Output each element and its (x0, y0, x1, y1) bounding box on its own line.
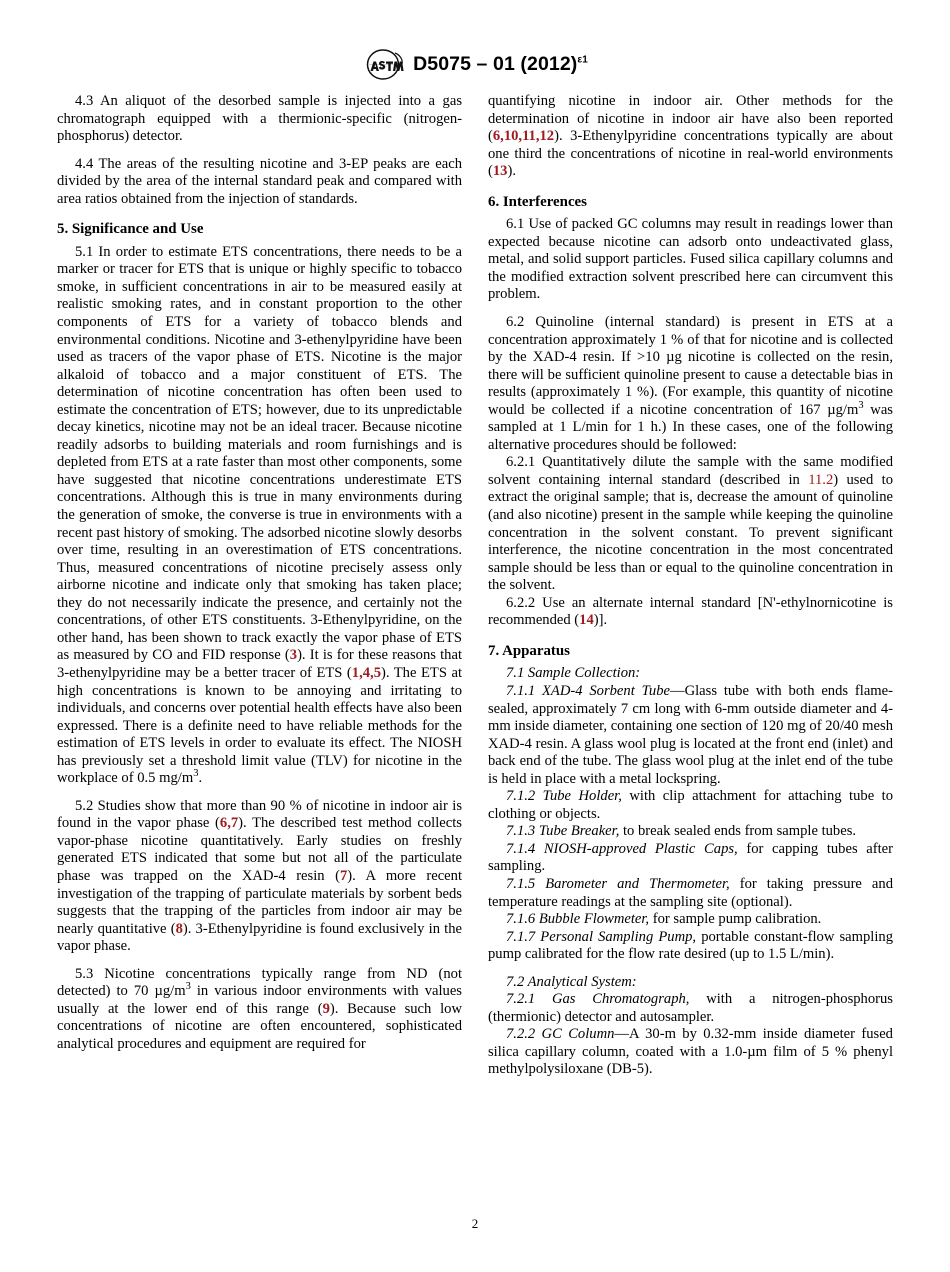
paragraph-7-1: 7.1 Sample Collection: (506, 665, 641, 682)
text-run: 5.3 Nicotine concentrations typically range from ND (not detected) to 70 µg/m (57, 965, 462, 1000)
page-footer (0, 1216, 950, 1232)
heading-section-7: 7. Apparatus (488, 642, 570, 659)
left-column (57, 93, 462, 1079)
paragraph-4-4: 4.4 The areas of the resulting nicotine and 3-EP peaks are each divided by the area of the internal standard peak and compared with area ratios obtained from the injection of standards. (57, 155, 462, 207)
text-run: in various indoor environments with values usually at the lower end of this range ( (57, 983, 462, 1017)
text-run: ). The ETS at high concentrations is known to be annoying and irritating to individuals, and concerns over potential health effects have also been expressed. There is a definite need to have reliable methods for the estimation of ETS levels in order to evaluate its effect. The NIOSH has previously set a threshold limit value (TLV) for nicotine in the workplace of 0.5 mg/m (57, 664, 462, 787)
text-run: 5.1 In order to estimate ETS concentrations, there needs to be a marker or tracer for ETS that is unique or highly specific to tobacco smoke, in sufficient concentrations in air to be measured easily at realistic smoking rates, and in constant proportion to the other components of ETS for a variety of tobacco blends and environmental conditions. Nicotine and 3-ethenylpyridine have been used as tracers of the vapor phase of ETS. Nicotine is the major alkaloid of tobacco and a major constituent of ETS. The determination of nicotine concentration has often been used to estimate the concentration of ETS; however, due to its unpredictable decay kinetics, nicotine may not be an ideal tracer. Because nicotine readily adsorbs to building materials and room furnishings and is depleted from ETS at a rate faster than most other components, some have suggested that nicotine concentrations underestimate ETS concentrations. Although this is true in many environments during the generation of smoke, the converse is true in environments with a recent past history of smoking. The adsorbed nicotine slowly desorbs over time, resulting in an overestimation of ETS concentrations. Thus, measured concentrations of nicotine precisely assess only airborne nicotine and indicate only that smoking has taken place; they do not necessarily indicate the presence, and certainly not the concentrations, of other ETS constituents. 3-Ethenylpyridine, on the other hand, has been shown to track exactly the vapor phase of ETS as measured by CO and FID response ( (57, 243, 462, 664)
text-run: with clip attachment for attaching tube to clothing or objects. (488, 788, 893, 822)
reference-citation[interactable]: 1,4,5 (351, 664, 381, 681)
page-number: 2 (471, 1216, 479, 1231)
text-run: for capping tubes after sampling. (488, 840, 893, 875)
reference-citation[interactable]: 3 (289, 647, 298, 664)
reference-citation[interactable]: 14 (579, 612, 594, 629)
text-run: ). Because such low concentrations of nicotine are often encountered, sophisticated analytical procedures and equipment are required for (57, 1000, 463, 1052)
text-run: —A 30-m by 0.32-mm inside diameter fused silica capillary column, coated with a 1.0-µm film of 5 % phenyl methylpolysiloxane (DB-5). (488, 1026, 893, 1078)
superscript: 3 (858, 399, 864, 411)
reference-citation[interactable]: 9 (322, 1000, 330, 1017)
paragraph-5-3 (57, 966, 462, 1054)
standard-designation: D5075 – 01 (2012) (413, 52, 578, 75)
right-column (488, 93, 893, 1079)
term-title: 7.1.4 NIOSH-approved Plastic Caps, (506, 840, 738, 857)
paragraph-5-1 (57, 244, 462, 788)
paragraph-7-1-5 (488, 876, 893, 911)
text-run: 6.2.2 Use an alternate internal standard [N'-ethylnornicotine is recommended ( (488, 594, 893, 629)
text-run: with a nitrogen-phosphorus (thermionic) detector and autosampler. (488, 991, 893, 1025)
paragraph-5-3-continued (488, 93, 893, 181)
reference-citation[interactable]: 6,7 (219, 815, 239, 832)
astm-logo-icon (362, 48, 404, 81)
paragraph-5-2 (57, 798, 462, 956)
text-run: for taking pressure and temperature readings at the sampling site (optional). (488, 875, 893, 910)
two-column-layout (57, 93, 893, 1079)
text-run: ). A more recent investigation of the trapping of particulate materials by sorbent beds suggests that the trapping of the particles from indoor air may be nearly quantitative ( (57, 867, 463, 937)
term-title: 7.2.1 Gas Chromatograph, (506, 991, 690, 1008)
text-run: —Glass tube with both ends flame-sealed, approximately 7 cm long with 6-mm outside diameter and 4-mm inside diameter, containing one section of 120 mg of 20/40 mesh XAD-4 resin. A glass wool plug is located at the front end (inlet) and back end of the tube. The glass wool plug at the inlet end of the tube is held in place with a metal lockspring. (488, 682, 893, 787)
term-title: 7.1.2 Tube Holder, (506, 788, 622, 805)
text-run: quantifying nicotine in indoor air. Other methods for the determination of nicotine in indoor air have also been reported ( (488, 93, 893, 145)
text-run: . (198, 770, 203, 787)
paragraph-7-1-2 (488, 788, 893, 823)
text-run: portable constant-flow sampling pump calibrated for the flow rate desired (up to 1.5 L/min). (488, 928, 893, 963)
text-run: 5.2 Studies show that more than 90 % of nicotine in indoor air is found in the vapor phase ( (57, 797, 462, 832)
cross-reference-link[interactable]: 11.2 (808, 471, 834, 488)
text-run: ) used to extract the original sample; that is, decrease the amount of quinoline (and also nicotine) present in the sample while keeping the quinoline concentration in the solvent constant. To prevent significant interference, the nicotine concentration in the most concentrated sample should be less than or equal to the quinoline concentration in the solvent. (488, 471, 893, 594)
designation-superscript: ε1 (577, 54, 588, 65)
paragraph-7-1-7 (488, 929, 893, 964)
reference-citation[interactable]: 13 (492, 163, 508, 180)
paragraph-7-1-6 (488, 911, 893, 929)
paragraph-7-1-3 (488, 823, 893, 841)
text-run: ). The described test method collects vapor-phase nicotine quantitatively. Early studies on freshly generated ETS indicated that some but not all of the particulate phase was trapped on the XAD-4 resin ( (57, 815, 462, 884)
paragraph-4-3: 4.3 An aliquot of the desorbed sample is injected into a gas chromatograph equipped with a thermionic-specific (nitrogen-phosphorus) detector. (57, 93, 462, 145)
heading-section-6: 6. Interferences (488, 193, 587, 210)
paragraph-7-2-1 (488, 991, 893, 1026)
text-run: to break sealed ends from sample tubes. (619, 823, 857, 840)
text-run: 6.2.1 Quantitatively dilute the sample with the same modified solvent containing internal standard (described in (488, 454, 893, 488)
term-title: 7.1.3 Tube Breaker, (506, 823, 620, 840)
page-header (0, 0, 950, 84)
text-run: for sample pump calibration. (649, 911, 822, 928)
superscript: 3 (193, 768, 199, 780)
term-title: 7.1.5 Barometer and Thermometer, (506, 875, 730, 892)
page-header-title (413, 53, 588, 76)
paragraph-6-2-2 (488, 595, 893, 630)
paragraph-7-1-1 (488, 683, 893, 788)
paragraph-6-1: 6.1 Use of packed GC columns may result in readings lower than expected because nicotine can adsorb onto undeactivated glass, metal, and solid support particles. Fused silica capillary columns and the modified extraction solvent prescribed here can circumvent this problem. (488, 216, 893, 303)
text-run: )]. (593, 612, 608, 629)
reference-citation[interactable]: 8 (175, 920, 183, 937)
paragraph-7-2-2 (488, 1026, 893, 1079)
paragraph-7-2: 7.2 Analytical System: (506, 973, 637, 990)
term-title: 7.2.2 GC Column (506, 1026, 615, 1043)
paragraph-6-2 (488, 314, 893, 454)
superscript: 3 (185, 981, 191, 993)
reference-citation[interactable]: 7 (339, 867, 348, 884)
paragraph-6-2-1 (488, 454, 893, 594)
text-run: ). It is for these reasons that 3-ethenylpyridine may be a better tracer of ETS ( (57, 647, 462, 681)
text-run: ). 3-Ethenylpyridine concentrations typically are about one third the concentrations of nicotine in real-world environments ( (488, 128, 893, 180)
paragraph-7-1-4 (488, 841, 893, 876)
reference-citation[interactable]: 6,10,11,12 (492, 128, 555, 145)
term-title: 7.1.6 Bubble Flowmeter, (506, 911, 650, 928)
text-run: ). 3-Ethenylpyridine is found exclusively in the vapor phase. (57, 920, 462, 955)
term-title: 7.1.1 XAD-4 Sorbent Tube (506, 682, 670, 699)
text-run: ). (507, 163, 516, 180)
text-run: 6.2 Quinoline (internal standard) is present in ETS at a concentration approximately 1 % of that for nicotine and is collected by the XAD-4 resin. If >10 µg nicotine is collected on the resin, there will be sufficient quinoline present to cause a detectable bias in results (approximately 1 %). (For example, this quantity of nicotine would be collected if a nicotine concentration of 167 µg/m (488, 314, 893, 418)
term-title: 7.1.7 Personal Sampling Pump, (506, 928, 697, 945)
text-run: was sampled at 1 L/min for 1 h.) In these cases, one of the following alternative procedures should be followed: (488, 401, 893, 453)
heading-section-5: 5. Significance and Use (57, 221, 204, 238)
